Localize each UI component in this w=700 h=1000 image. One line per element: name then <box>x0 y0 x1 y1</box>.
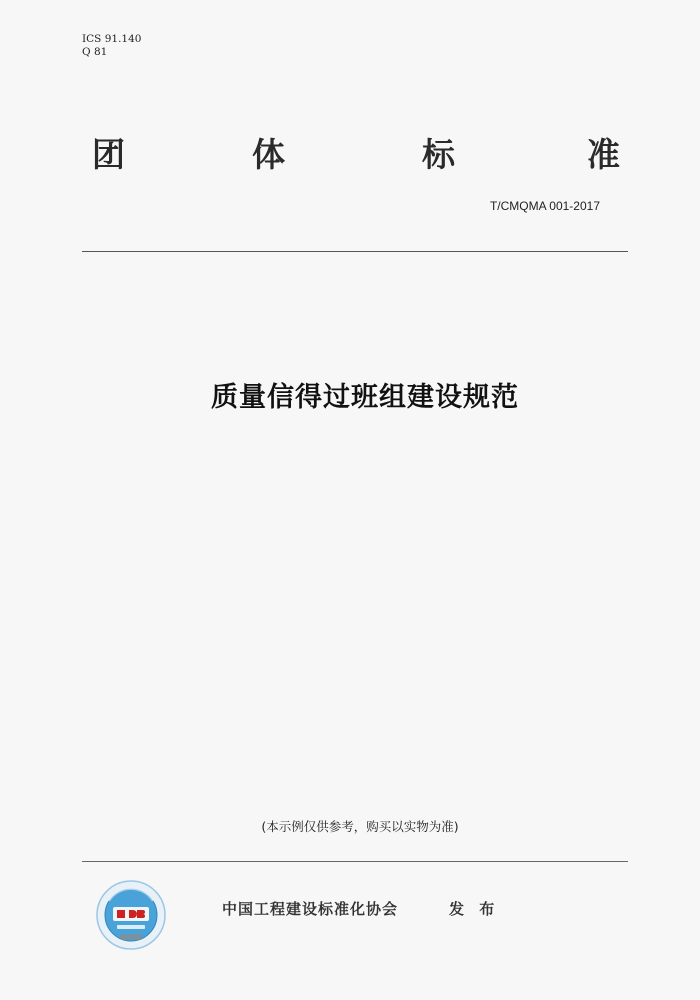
publisher-name: 中国工程建设标准化协会 <box>222 900 399 918</box>
standard-number: T/CMQMA 001-2017 <box>489 199 600 213</box>
top-divider <box>82 251 628 252</box>
certification-seal-icon <box>95 879 167 951</box>
standard-type-char-1: 团 <box>92 135 125 174</box>
standard-type-heading <box>92 132 622 178</box>
ics-code: ICS 91.140 <box>82 33 142 45</box>
standard-type-char-4: 准 <box>587 135 620 174</box>
document-title: 质量信得过班组建设规范 <box>211 382 519 413</box>
standard-type-char-2: 体 <box>252 135 285 174</box>
classification-codes <box>82 33 141 59</box>
bottom-divider <box>82 861 628 862</box>
publish-label: 发 布 <box>449 900 500 918</box>
sample-note: (本示例仅供参考，购买以实物为准) <box>261 819 459 834</box>
standard-type-char-3: 标 <box>422 135 455 174</box>
ccs-code: Q 81 <box>82 46 108 58</box>
